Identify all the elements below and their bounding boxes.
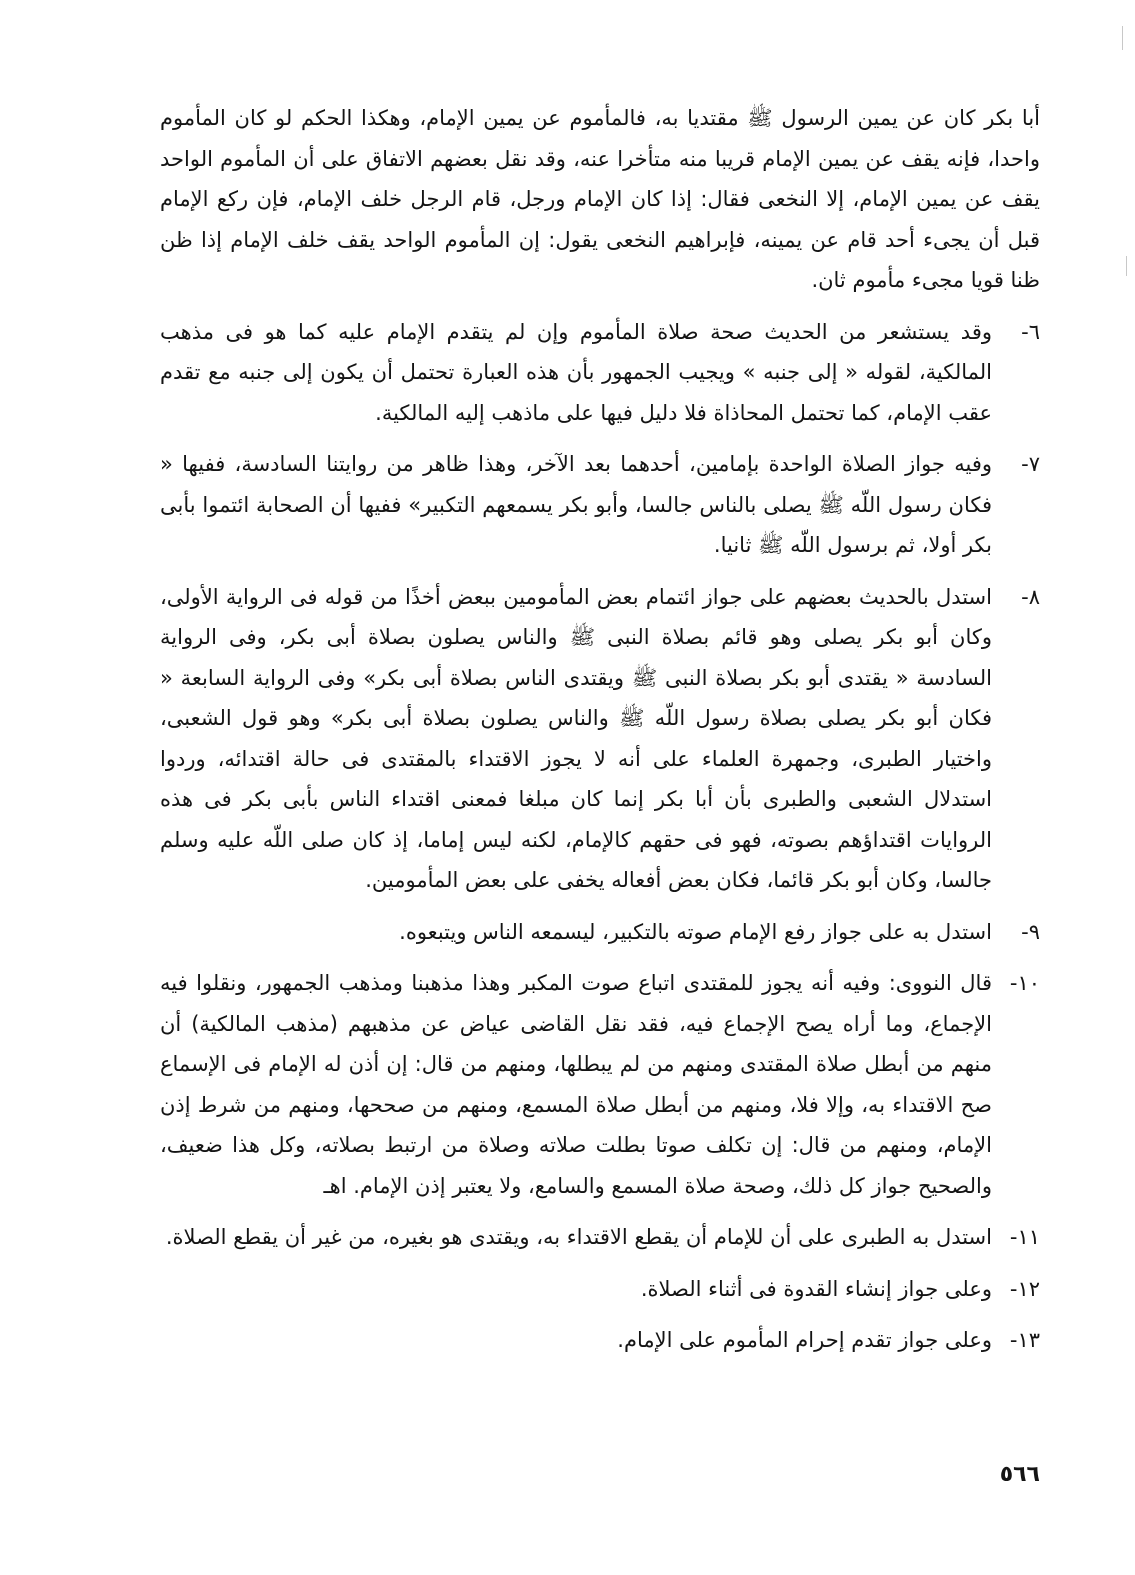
item-number: ١٢-: [1009, 1276, 1040, 1301]
numbered-item-6: [160, 312, 1040, 434]
item-number: ١١-: [1009, 1225, 1040, 1249]
item-text: وقد يستشعر من الحديث صحة صلاة المأموم وإن لم يتقدم الإمام عليه كما هو فى مذهب المالكية، لقوله « إلى جنبه » ويجيب الجمهور بأن هذه العبارة تحتمل أن يكون إلى جنبه مع تقدم عقب الإمام، كما تحتمل المحاذاة فلا دليل فيها على ماذهب إليه المالكية.: [160, 319, 992, 425]
item-text: وعلى جواز تقدم إحرام المأموم على الإمام.: [617, 1328, 992, 1352]
paragraph-text: أبا بكر كان عن يمين الرسول ﷺ مقتديا به، فالمأموم عن يمين الإمام، وهكذا الحكم لو كان المأموم واحدا، فإنه يقف عن يمين الإمام قريبا منه متأخرا عنه، وقد نقل بعضهم الاتفاق على أن المأموم الواحد يقف عن يمين الإمام، إلا النخعى فقال: إذا كان الإمام ورجل، قام الرجل خلف الإمام، فإن ركع الإمام قبل أن يجىء أحد قام عن يمينه، فإبراهيم النخعى يقول: إن المأموم الواحد يقف خلف الإمام إذا ظن ظنا قويا مجىء مأموم ثان.: [160, 106, 1040, 292]
item-text: استدل به على جواز رفع الإمام صوته بالتكبير، ليسمعه الناس ويتبعوه.: [399, 919, 992, 944]
item-number: ٨-: [1021, 584, 1040, 609]
numbered-item-10: [160, 963, 1040, 1206]
item-text: قال النووى: وفيه أنه يجوز للمقتدى اتباع صوت المكبر وهذا مذهبنا ومذهب الجمهور، ونقلوا فيه الإجماع، وما أراه يصح الإجماع فيه، فقد نقل القاضى عياض عن مذهبهم (مذهب المالكية) أن منهم من أبطل صلاة المقتدى ومنهم من لم يبطلها، ومنهم من قال: إن أذن له الإمام فى الإسماع صح الاقتداء به، وإلا فلا، ومنهم من أبطل صلاة المسمع، ومنهم من صححها، ومنهم من شرط إذن الإمام، ومنهم من قال: إن تكلف صوتا بطلت صلاته وصلاة من ارتبط بصلاته، وكل هذا ضعيف، والصحيح جواز كل ذلك، وصحة صلاة المسمع والسامع، ولا يعتبر إذن الإمام. اهـ: [160, 971, 992, 1198]
item-number: ٧-: [1021, 452, 1040, 476]
item-text: استدل به الطبرى على أن للإمام أن يقطع الاقتداء به، ويقتدى هو بغيره، من غير أن يقطع الصلاة.: [165, 1225, 992, 1249]
numbered-item-8: [160, 577, 1040, 901]
numbered-item-7: [160, 444, 1040, 566]
item-number: ٩-: [1021, 919, 1040, 944]
item-text: استدل بالحديث بعضهم على جواز ائتمام بعض المأمومين ببعض أخذًا من قوله فى الرواية الأولى، وكان أبو بكر يصلى وهو قائم بصلاة النبى ﷺ والناس يصلون بصلاة أبى بكر، وفى الرواية السادسة « يقتدى أبو بكر بصلاة النبى ﷺ ويقتدى الناس بصلاة أبى بكر» وفى الرواية السابعة « فكان أبو بكر يصلى بصلاة رسول اللّه ﷺ والناس يصلون بصلاة أبى بكر» وهو قول الشعبى، واختيار الطبرى، وجمهرة العلماء على أنه لا يجوز الاقتداء بالمقتدى فى حالة اقتدائه، وردوا استدلال الشعبى والطبرى بأن أبا بكر إنما كان مبلغا فمعنى اقتداء الناس بأبى بكر فى هذه الروايات اقتداؤهم بصوته، فهو فى حقهم كالإمام، لكنه ليس إماما، إذ كان صلى اللّه عليه وسلم جالسا، وكان أبو بكر قائما، فكان بعض أفعاله يخفى على بعض المأمومين.: [160, 584, 992, 892]
margin-mark-right: [1122, 26, 1123, 50]
numbered-item-12: [160, 1269, 1040, 1310]
page-number: ٥٦٦: [999, 1462, 1040, 1487]
margin-mark-right-lower: [1126, 256, 1127, 276]
item-text: وفيه جواز الصلاة الواحدة بإمامين، أحدهما بعد الآخر، وهذا ظاهر من روايتنا السادسة، ففيها « فكان رسول اللّه ﷺ يصلى بالناس جالسا، وأبو بكر يسمعهم التكبير» ففيها أن الصحابة ائتموا بأبى بكر أولا، ثم برسول اللّه ﷺ ثانيا.: [160, 452, 992, 557]
item-text: وعلى جواز إنشاء القدوة فى أثناء الصلاة.: [640, 1276, 992, 1301]
item-number: ١٠-: [1009, 971, 1040, 995]
body-text: [160, 98, 1040, 1372]
item-number: ١٣-: [1009, 1328, 1040, 1352]
numbered-item-9: [160, 912, 1040, 953]
numbered-item-11: [160, 1217, 1040, 1258]
paragraph-continuation: [160, 98, 1040, 301]
numbered-item-13: [160, 1320, 1040, 1361]
item-number: ٦-: [1021, 319, 1040, 344]
